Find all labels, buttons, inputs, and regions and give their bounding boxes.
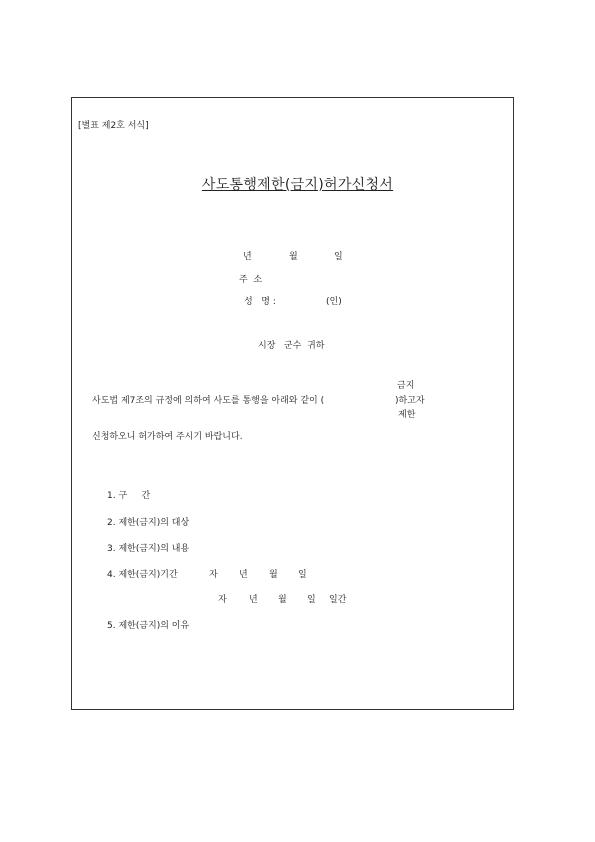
item-content: 3. 제한(금지)의 내용 <box>107 544 190 554</box>
item-reason: 5. 제한(금지)의 이유 <box>107 621 190 631</box>
day-label: 일 <box>334 252 343 262</box>
month-label: 월 <box>289 252 298 262</box>
period-from-day: 일 <box>298 570 307 580</box>
body-line-1: 사도법 제7조의 규정에 의하여 사도를 통행을 아래와 같이 ( <box>92 396 325 406</box>
option-restrict: 제한 <box>398 410 416 420</box>
body-line-2: 신청하오니 허가하여 주시기 바랍니다. <box>92 432 243 442</box>
seal-label: (인) <box>326 297 342 307</box>
year-label: 년 <box>243 252 252 262</box>
addressee: 시장 군수 귀하 <box>258 341 325 351</box>
period-to-day: 일 <box>307 595 316 605</box>
item-section: 1. 구 간 <box>107 491 151 501</box>
form-label: [별표 제2호 서식] <box>78 121 149 131</box>
period-from-year: 년 <box>239 570 248 580</box>
option-suffix: )하고자 <box>395 396 425 406</box>
item-period: 4. 제한(금지)기간 <box>107 570 178 580</box>
period-to-days: 일간 <box>329 595 347 605</box>
form-title: 사도통행제한(금지)허가신청서 <box>201 177 394 193</box>
period-from-month: 월 <box>269 570 278 580</box>
period-from-start: 자 <box>209 570 218 580</box>
period-to-start: 자 <box>218 595 227 605</box>
item-target: 2. 제한(금지)의 대상 <box>107 518 190 528</box>
period-to-month: 월 <box>278 595 287 605</box>
name-label: 성 명 : <box>244 297 276 307</box>
address-label: 주 소 <box>239 275 263 285</box>
option-ban: 금지 <box>397 381 415 391</box>
period-to-year: 년 <box>249 595 258 605</box>
